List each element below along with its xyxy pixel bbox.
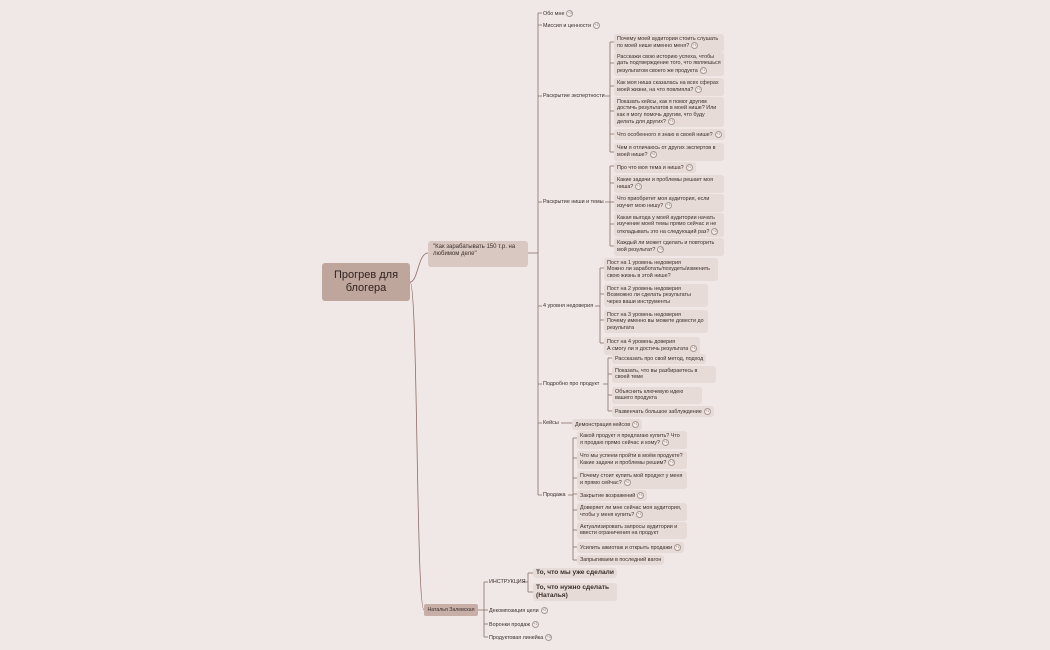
collapse-badge[interactable]: +1	[687, 165, 692, 169]
distrust-item[interactable]	[604, 284, 708, 307]
collapse-badge[interactable]: +1	[533, 622, 538, 626]
item-text: Какие задачи и проблемы решает моя ниша?	[617, 177, 714, 191]
collapse-badge[interactable]: +1	[669, 118, 674, 123]
collapse-badge[interactable]: +1	[638, 493, 643, 497]
done-node[interactable]	[533, 568, 617, 578]
main-topic-label: "Как зарабатывать 150 т.р. на любимом деле"	[433, 244, 516, 257]
item-text: Закрытие возражений	[580, 492, 636, 499]
item-text: Актуализировать запросы аудитории и ввести ограничения на продукт	[580, 524, 678, 537]
item-text: Декомпозиция цели	[489, 607, 539, 614]
collapse-badge[interactable]: +1	[705, 409, 710, 413]
item-text: Про что моя тема и ниша?	[617, 164, 684, 171]
sales-item[interactable]	[577, 555, 664, 565]
item-text: Какой продукт я предлагаю купить? Что я продаю прямо сейчас и кому?	[580, 433, 680, 447]
topic-label: Продажа	[543, 492, 566, 498]
product-item[interactable]	[612, 354, 706, 364]
collapse-badge[interactable]: +1	[666, 203, 671, 208]
item-text: Пост на 1 уровень недоверия Можно ли заработать/похудеть/изменить свою жизнь в этой нише?	[607, 260, 710, 279]
sales-item[interactable]	[577, 431, 687, 449]
item-text: ИНСТРУКЦИЯ	[489, 579, 526, 585]
item-text: Пост на 3 уровень недоверия Почему именно вы можете довести до результата	[607, 312, 704, 331]
author-node[interactable]	[424, 604, 478, 616]
item-text: Демонстрация кейсов	[575, 421, 631, 428]
item-text: Какая выгода у моей аудитории начать изучение моей темы прямо сейчас и не откладывать это на следующий раз?	[617, 215, 717, 235]
niche-item[interactable]	[614, 194, 724, 212]
niche-item[interactable]	[614, 213, 724, 237]
collapse-badge[interactable]: +1	[636, 184, 641, 189]
collapse-badge[interactable]: +2	[625, 480, 630, 485]
cases-item[interactable]	[572, 419, 642, 430]
item-text: То, что нужно сделать (Наталья)	[536, 584, 610, 599]
author-label: Наталья Залевская	[427, 607, 475, 613]
item-text: Каждый ли может сделать и повторить мой результат?	[617, 240, 715, 254]
collapse-badge[interactable]: +1	[663, 440, 668, 445]
collapse-badge[interactable]: +3	[568, 11, 572, 15]
topic-niche[interactable]	[543, 199, 604, 205]
collapse-badge[interactable]: +1	[716, 132, 721, 136]
topic-distrust[interactable]	[543, 303, 593, 309]
item-text: Объяснить ключевую идею вашего продукта	[615, 389, 684, 402]
sales-item[interactable]	[577, 503, 687, 521]
expertise-item[interactable]	[614, 143, 724, 161]
collapse-badge[interactable]: +1	[637, 512, 642, 517]
distrust-item[interactable]	[604, 337, 700, 355]
expertise-item[interactable]	[614, 97, 724, 127]
collapse-badge[interactable]: +1	[633, 422, 638, 426]
niche-item[interactable]	[614, 175, 724, 193]
distrust-item[interactable]	[604, 258, 718, 281]
product-item[interactable]	[612, 387, 702, 404]
topic-about[interactable]	[543, 10, 573, 17]
distrust-item[interactable]	[604, 310, 708, 333]
expertise-item[interactable]	[614, 78, 724, 96]
product-line-node[interactable]	[489, 634, 552, 641]
sales-item[interactable]	[577, 522, 687, 539]
item-text: Пост на 4 уровень доверия А смогу ли я достичь результата	[607, 339, 689, 353]
topic-label: Подробно про продукт	[543, 381, 600, 387]
item-text: То, что мы уже сделали	[536, 569, 614, 576]
item-text: Как моя ниша сказалась на всех сферах моей жизни, на что повлияла?	[617, 80, 719, 94]
item-text: Чем я отличаюсь от других экспертов в моей нише?	[617, 145, 716, 159]
item-text: Усилить ажиотаж и открыть продажи	[580, 544, 673, 551]
item-text: Почему стоит купить мой продукт у меня и прямо сейчас?	[580, 473, 683, 487]
todo-node[interactable]	[533, 583, 617, 601]
collapse-badge[interactable]: +2	[651, 152, 655, 157]
sales-item[interactable]	[577, 542, 684, 553]
item-text: Что особенного я знаю в своей нише?	[617, 131, 713, 138]
main-topic-node[interactable]	[428, 241, 528, 267]
collapse-badge[interactable]: +1	[701, 67, 706, 72]
item-text: Что приобретет моя аудитория, если изучит мою нишу?	[617, 196, 710, 210]
topic-label: Миссия и ценности	[543, 22, 591, 29]
item-text: Показать кейсы, как я помог другим достичь результатов в моей нише? Или как я могу помочь другим, что буду делать для других?	[617, 99, 717, 125]
funnel-node[interactable]	[489, 621, 539, 628]
item-text: Развенчать большое заблуждение	[615, 408, 702, 415]
collapse-badge[interactable]: +2	[712, 228, 717, 233]
topic-label: Раскрытие ниши и темы	[543, 199, 604, 205]
collapse-badge[interactable]: +2	[669, 460, 674, 465]
expertise-item[interactable]	[614, 52, 724, 76]
item-text: Что мы успеем пройти в моём продукте? Какие задачи и проблемы решим?	[580, 453, 683, 467]
product-item[interactable]	[612, 406, 714, 417]
product-item[interactable]	[612, 366, 716, 383]
root-label: Прогрев для блогера	[333, 269, 399, 294]
topic-sales[interactable]	[543, 492, 566, 498]
item-text: Доверяет ли мне сейчас моя аудитория, чтобы у меня купить?	[580, 505, 682, 519]
collapse-badge[interactable]: +3	[658, 247, 663, 252]
sales-item[interactable]	[577, 490, 647, 501]
collapse-badge[interactable]: +3	[542, 608, 547, 612]
item-text: Запрыгиваем в последний вагон	[580, 557, 662, 563]
sales-item[interactable]	[577, 471, 687, 489]
topic-product[interactable]	[543, 381, 599, 387]
collapse-badge[interactable]: +1	[696, 87, 701, 92]
item-text: Почему моей аудитории стоить слушать по моей нише именно меня?	[617, 36, 719, 50]
item-text: Рассказать про свой метод, подход	[615, 356, 704, 362]
item-text: Продуктовая линейка	[489, 634, 544, 641]
topic-label: Обо мне	[543, 10, 565, 17]
root-node[interactable]	[322, 263, 410, 301]
topic-label: 4 уровня недоверия	[543, 303, 594, 309]
collapse-badge[interactable]: +1	[675, 545, 680, 549]
expertise-item[interactable]	[614, 129, 725, 140]
topic-label: Раскрытие экспертности	[543, 93, 605, 99]
collapse-badge[interactable]: +1	[692, 43, 697, 48]
topic-mission[interactable]	[543, 22, 600, 29]
instruction-node[interactable]	[489, 579, 526, 585]
expertise-item[interactable]	[614, 34, 724, 52]
decomposition-node[interactable]	[489, 607, 548, 614]
item-text: Воронки продаж	[489, 621, 530, 628]
topic-expertise[interactable]	[543, 93, 605, 99]
niche-item[interactable]	[614, 238, 724, 256]
sales-item[interactable]	[577, 451, 687, 469]
item-text: Расскажи свою историю успеха, чтобы дать подтверждение того, что являешься результатом своего же продукта	[617, 54, 721, 74]
topic-cases[interactable]	[543, 420, 559, 426]
collapse-badge[interactable]: +1	[691, 346, 696, 351]
collapse-badge[interactable]: +1	[594, 23, 599, 27]
item-text: Пост на 2 уровень недоверия Возможно ли сделать результаты через ваши инструменты	[607, 286, 691, 305]
item-text: Показать, что вы разбираетесь в своей теме	[615, 368, 698, 381]
niche-item[interactable]	[614, 162, 696, 173]
collapse-badge[interactable]: +3	[546, 635, 551, 639]
topic-label: Кейсы	[543, 420, 559, 426]
